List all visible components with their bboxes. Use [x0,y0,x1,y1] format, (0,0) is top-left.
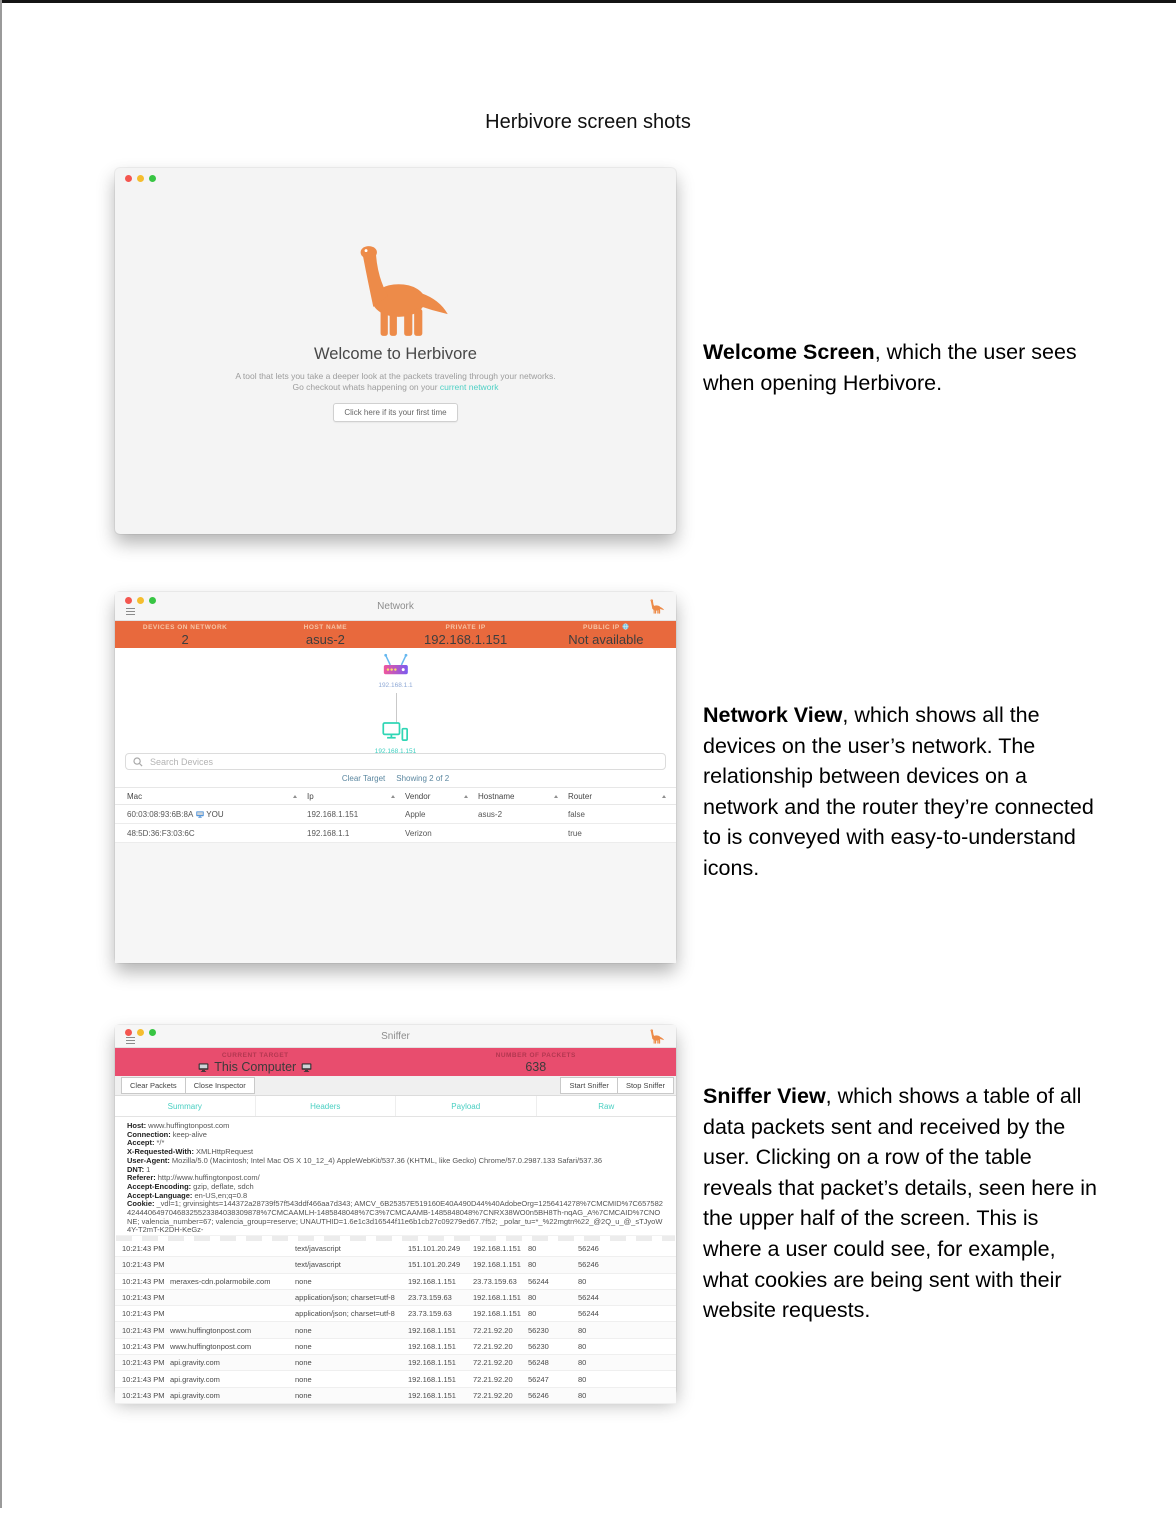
packet-content-type: application/json; charset=utf-8 [295,1309,395,1319]
packet-detail-line [127,1122,664,1131]
header-value: _vdl=1; grvinsights=144372a28739f57f543ddf466aa7d343; AMCV_6B25357E519160E40A490D44%40AdobeOrg=1256414278%7CMCMID%7C65758242444064970468325523384038309878%7CMCAAMLH-1485848048%7C3%7CMCAAMB-1485848048%7CNRX38WO0n5BH8Th-nqAG_A%7CMCAID%7CNONE; valencia_number=67; valencia_group=reserve; UNAUTHID=1.6e1c3d16544f11e6b1cb27c09279ed67.7f52; _polar_tu=*_%22mgtn%22_@2Q_u_@_sTJyoW4Y-T2mT-K2DH-KeGz- [127,1199,663,1235]
search-devices-input[interactable] [148,756,658,768]
router-icon [382,653,410,677]
packet-table [115,1241,676,1404]
packet-detail-line [127,1131,664,1140]
header-value: http://www.huffingtonpost.com/ [157,1173,260,1183]
toolbar-spacer [255,1076,562,1095]
packet-src-ip: 151.101.20.249 [408,1244,461,1254]
sort-caret-icon [662,795,666,798]
packet-row[interactable] [115,1322,676,1338]
welcome-subtext-line1: A tool that lets you take a deeper look at the packets traveling through your networks. [235,371,556,381]
packet-src-ip: 192.168.1.151 [408,1341,456,1351]
packet-src-port: 56230 [528,1325,549,1335]
sniffer-caption-text: , which shows a table of all data packets sent and received by the user. Clicking on a row of the table reveals that packet’s details, seen here in the upper half of the screen. This is where a user could see, for example, what cookies are being sent with their website requests. [703,1084,1098,1323]
packet-content-type: none [295,1358,312,1368]
stat-label: HOST NAME [303,624,348,631]
packet-dst-port: 56246 [578,1260,599,1270]
page-title: Herbivore screen shots [485,111,691,133]
packet-src-ip: 23.73.159.63 [408,1293,452,1303]
packet-src-ip: 192.168.1.151 [408,1276,456,1286]
header-value: keep-alive [172,1129,207,1139]
device-row-you[interactable] [115,805,676,824]
welcome-caption-text: , which the user sees when opening Herbivore. [703,340,1077,395]
packet-row[interactable] [115,1371,676,1387]
header-key: Host: [127,1121,147,1130]
packet-detail-line [127,1157,664,1166]
packet-row[interactable] [115,1388,676,1404]
current-target-label: CURRENT TARGET [221,1051,289,1059]
packet-row[interactable] [115,1257,676,1273]
packet-src-port: 80 [528,1309,537,1319]
packet-dst-ip: 72.21.92.20 [473,1325,513,1335]
header-key: DNT: [127,1164,145,1174]
packet-src-port: 56248 [528,1358,549,1368]
packet-host: api.gravity.com [170,1374,220,1384]
packet-time: 10:21:43 PM [122,1309,165,1319]
header-key: Referer: [127,1173,156,1183]
packet-host: api.gravity.com [170,1390,220,1400]
packet-dst-port: 80 [578,1358,587,1368]
stat-devices [115,622,255,647]
packet-time: 10:21:43 PM [122,1325,165,1335]
tab-label: Raw [598,1101,615,1111]
packet-host: www.huffingtonpost.com [170,1341,252,1351]
packet-dst-ip: 192.168.1.151 [473,1244,521,1254]
network-window [115,592,676,963]
packet-src-port: 56247 [528,1374,549,1384]
device-mac: 60:03:08:93:6B:8A [127,809,194,819]
packet-dst-port: 56246 [578,1244,599,1254]
header-value: XMLHttpRequest [196,1147,254,1157]
packet-time: 10:21:43 PM [122,1244,165,1254]
packet-src-port: 56230 [528,1341,549,1351]
packet-dst-port: 80 [578,1276,587,1286]
packet-time: 10:21:43 PM [122,1341,165,1351]
packet-src-port: 56244 [528,1276,549,1286]
network-stat-bar [115,621,676,648]
device-router-flag: false [568,809,585,819]
header-value: */* [156,1138,165,1148]
network-caption [703,700,1102,884]
stop-sniffer-button[interactable]: Stop Sniffer [617,1077,674,1094]
table-actions [115,770,676,787]
packet-content-type: none [295,1276,312,1286]
network-map [115,648,676,755]
header-value: Mozilla/5.0 (Macintosh; Intel Mac OS X 10_12_4) AppleWebKit/537.36 (KHTML, like Gecko) Chrome/57.0.2987.133 Safari/537.36 [171,1155,603,1165]
welcome-heading: Welcome to Herbivore [314,345,477,363]
router-node[interactable] [378,653,412,690]
page-border-top [0,0,1176,3]
sniffer-caption [703,1081,1102,1326]
you-badge [196,810,223,819]
column-header-mac[interactable]: Mac [127,792,307,801]
packet-count-value: 638 [525,1059,547,1074]
stat-value: 2 [181,632,189,647]
device-hostname: asus-2 [478,809,503,819]
packet-dst-ip: 72.21.92.20 [473,1374,513,1384]
packet-host: meraxes-cdn.polarmobile.com [170,1276,271,1286]
header-key: Accept-Encoding: [127,1181,192,1191]
stat-value: Not available [568,632,644,647]
clipped-row [116,1235,675,1241]
you-label: YOU [206,809,224,819]
minimize-window-button[interactable] [137,175,144,182]
showing-count: Showing 2 of 2 [396,774,450,783]
packet-row[interactable] [115,1306,676,1322]
sniffer-window [115,1025,676,1400]
herbivore-dinosaur-logo [337,243,455,339]
header-value: gzip, deflate, sdch [193,1181,254,1191]
sort-caret-icon [554,795,558,798]
header-value: 1 [146,1164,151,1174]
packet-content-type: none [295,1341,312,1351]
device-router-flag: true [568,828,582,838]
device-vendor: Verizon [405,828,432,838]
window-titlebar [115,1025,676,1048]
dinosaur-icon [646,1029,666,1044]
router-ip-label: 192.168.1.1 [378,682,413,689]
device-table-header [115,787,676,805]
packet-dst-port: 80 [578,1374,587,1384]
welcome-window [115,168,676,534]
packet-content-type: none [295,1390,312,1400]
packet-dst-port: 80 [578,1325,587,1335]
packet-dst-ip: 192.168.1.151 [473,1309,521,1319]
packet-detail-line [127,1200,664,1235]
header-key: Accept-Language: [127,1190,193,1200]
tab-label: Payload [451,1101,481,1111]
network-link-line [396,693,397,723]
this-computer-icon [196,811,204,818]
inspector-tab[interactable] [537,1096,677,1116]
computer-icon [301,1063,312,1072]
sort-caret-icon [293,795,297,798]
header-value: en-US,en;q=0.8 [194,1190,248,1200]
column-header-router[interactable]: Router [568,792,676,801]
packet-dst-ip: 72.21.92.20 [473,1341,513,1351]
current-target [115,1050,396,1075]
device-row-router[interactable] [115,824,676,843]
current-network-link[interactable]: current network [439,382,499,392]
packet-content-type: none [295,1374,312,1384]
stat-hostname [255,622,395,647]
window-title: Sniffer [381,1030,410,1042]
traffic-lights [125,175,156,182]
packet-content-type: text/javascript [295,1260,341,1270]
window-title: Network [377,600,414,612]
clear-packets-button[interactable]: Clear Packets [121,1077,186,1094]
packet-row[interactable] [115,1241,676,1257]
close-inspector-button[interactable]: Close Inspector [185,1077,255,1094]
column-header-vendor[interactable]: Vendor [405,792,478,801]
device-table-empty-area [115,843,676,963]
packet-time: 10:21:43 PM [122,1276,165,1286]
search-icon [133,757,143,767]
packet-time: 10:21:43 PM [122,1358,165,1368]
packet-dst-port: 56244 [578,1309,599,1319]
packet-src-port: 56246 [528,1390,549,1400]
stat-value: 192.168.1.151 [424,632,508,647]
header-key: Accept: [127,1138,155,1148]
packet-time: 10:21:43 PM [122,1390,165,1400]
packet-dst-ip: 72.21.92.20 [473,1390,513,1400]
inspector-tab[interactable] [396,1096,537,1116]
packet-src-ip: 151.101.20.249 [408,1260,461,1270]
device-mac: 48:5D:36:F3:03:6C [127,828,195,838]
dinosaur-icon [646,599,666,614]
network-caption-text: , which shows all the devices on the user’s network. The relationship between devices on a network and the router they’re connected to is conveyed with easy-to-understand icons. [703,703,1094,880]
packet-content-type: none [295,1325,312,1335]
current-target-value: This Computer [214,1059,297,1074]
inspector-tab[interactable] [115,1096,256,1116]
welcome-subtext-line2: Go checkout whats happening on your [292,382,440,392]
packet-count-label: NUMBER OF PACKETS [495,1051,576,1059]
globe-icon [622,623,629,630]
column-header-ip[interactable]: Ip [307,792,405,801]
header-value: www.huffingtonpost.com [148,1121,230,1130]
packet-count [396,1050,677,1075]
inspector-tab[interactable] [256,1096,397,1116]
stat-label: PRIVATE IP [445,624,486,631]
computer-icon [198,1063,209,1072]
packet-row[interactable] [115,1355,676,1371]
device-ip: 192.168.1.151 [307,809,359,819]
stat-label: DEVICES ON NETWORK [142,624,228,631]
first-time-button[interactable]: Click here if its your first time [333,403,457,422]
close-window-button[interactable] [125,175,132,182]
packet-time: 10:21:43 PM [122,1293,165,1303]
sniffer-caption-bold: Sniffer View [703,1084,826,1108]
welcome-caption-bold: Welcome Screen [703,340,875,364]
packet-src-port: 80 [528,1244,537,1254]
packet-content-type: application/json; charset=utf-8 [295,1293,395,1303]
device-ip: 192.168.1.1 [307,828,350,838]
start-sniffer-button[interactable]: Start Sniffer [560,1077,617,1094]
packet-host: api.gravity.com [170,1358,220,1368]
packet-row[interactable] [115,1290,676,1306]
packet-dst-ip: 192.168.1.151 [473,1260,521,1270]
computer-icon [382,722,408,743]
stat-value: asus-2 [305,632,345,647]
packet-src-ip: 192.168.1.151 [408,1358,456,1368]
packet-time: 10:21:43 PM [122,1260,165,1270]
sort-caret-icon [391,795,395,798]
page-border-left [0,0,2,1508]
packet-host: www.huffingtonpost.com [170,1325,252,1335]
packet-dst-ip: 192.168.1.151 [473,1293,521,1303]
header-key: User-Agent: [127,1155,170,1165]
window-titlebar [115,592,676,621]
computer-ip-label: 192.168.1.151 [374,748,417,755]
column-header-hostname[interactable]: Hostname [478,792,568,801]
welcome-subtext [115,371,676,393]
stat-public-ip [536,622,676,647]
packet-src-ip: 192.168.1.151 [408,1390,456,1400]
packet-row[interactable] [115,1339,676,1355]
packet-src-ip: 23.73.159.63 [408,1309,452,1319]
welcome-caption [703,337,1102,398]
zoom-window-button[interactable] [149,175,156,182]
network-caption-bold: Network View [703,703,843,727]
inspector-tabs [115,1096,676,1117]
packet-dst-port: 56244 [578,1293,599,1303]
sniffer-stat-bar [115,1048,676,1076]
clear-target-link[interactable]: Clear Target [341,774,386,783]
packet-details [115,1117,676,1235]
welcome-content [115,194,676,422]
packet-time: 10:21:43 PM [122,1374,165,1384]
packet-content-type: text/javascript [295,1244,341,1254]
stat-private-ip [396,622,536,647]
tab-label: Summary [167,1101,202,1111]
header-key: X-Requested-With: [127,1147,195,1157]
packet-src-port: 80 [528,1260,537,1270]
tab-label: Headers [310,1101,341,1111]
packet-dst-ip: 23.73.159.63 [473,1276,517,1286]
computer-node[interactable] [375,722,417,756]
sort-caret-icon [464,795,468,798]
header-key: Cookie: [127,1199,155,1209]
device-vendor: Apple [405,809,426,819]
packet-src-ip: 192.168.1.151 [408,1325,456,1335]
stat-label: PUBLIC IP [583,624,620,631]
packet-src-ip: 192.168.1.151 [408,1374,456,1384]
packet-src-port: 80 [528,1293,537,1303]
packet-dst-port: 80 [578,1341,587,1351]
packet-dst-ip: 72.21.92.20 [473,1358,513,1368]
header-key: Connection: [127,1129,171,1139]
packet-row[interactable] [115,1274,676,1290]
window-titlebar [115,168,676,194]
sniffer-toolbar [115,1076,676,1096]
packet-dst-port: 80 [578,1390,587,1400]
